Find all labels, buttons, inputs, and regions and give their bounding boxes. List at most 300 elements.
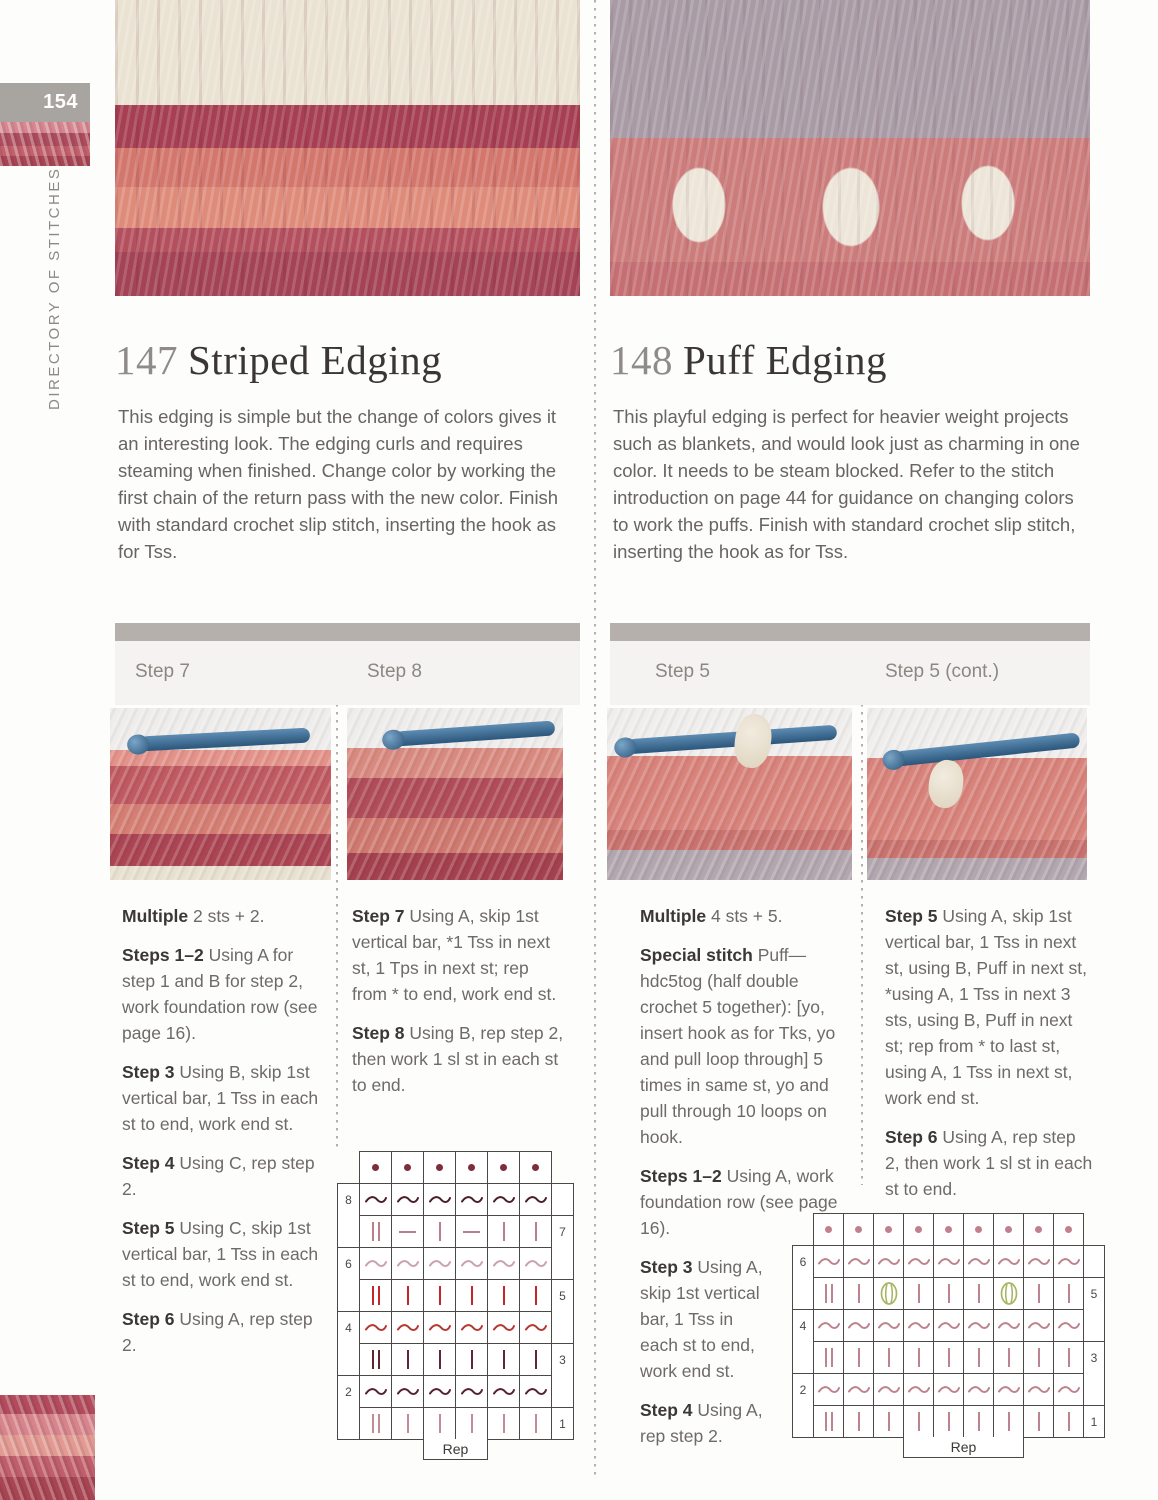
- instruction-step: [122, 1059, 327, 1137]
- row-number: 6: [799, 1255, 807, 1269]
- section-bar-147: [115, 623, 580, 641]
- chart-cell: [520, 1312, 552, 1344]
- chart-cell: [360, 1152, 392, 1184]
- return-pass-symbol: [908, 1385, 930, 1395]
- crochet-strip-top: [0, 122, 90, 166]
- bar-stitch-symbol: [858, 1348, 860, 1367]
- return-pass-symbol: [878, 1257, 900, 1267]
- bar-stitch-symbol: [1068, 1284, 1070, 1303]
- chart-cell: [1054, 1406, 1084, 1438]
- slip-stitch-symbol: [404, 1164, 411, 1171]
- chart-cell: [874, 1214, 904, 1246]
- chart-cell: [874, 1342, 904, 1374]
- slip-stitch-symbol: [945, 1226, 952, 1233]
- chart-cell: [360, 1184, 392, 1216]
- instruction-step: [885, 1124, 1095, 1202]
- step-photo-148-step5: [607, 708, 852, 880]
- bar-stitch-symbol: [1008, 1412, 1010, 1431]
- instruction-label: Multiple: [640, 906, 707, 926]
- instruction-label: Step 4: [640, 1400, 693, 1420]
- instruction-label: Steps 1–2: [640, 1166, 722, 1186]
- instructions-147-col2: [352, 903, 566, 1111]
- row-number-box: [792, 1373, 814, 1438]
- return-pass-symbol: [848, 1385, 870, 1395]
- chart-cell: [874, 1374, 904, 1406]
- step-label: Step 5: [655, 661, 710, 682]
- bar-stitch-symbol: [439, 1286, 441, 1305]
- chart-grid: [359, 1151, 552, 1440]
- double-stitch-symbol: [825, 1348, 833, 1367]
- rep-label: Rep: [903, 1437, 1024, 1458]
- return-pass-symbol: [1058, 1257, 1080, 1267]
- bar-stitch-symbol: [535, 1222, 537, 1241]
- chart-cell: [424, 1408, 456, 1440]
- chart-cell: [1024, 1278, 1054, 1310]
- instruction-label: Step 8: [352, 1023, 405, 1043]
- chart-cell: [814, 1310, 844, 1342]
- row-number: 2: [345, 1385, 352, 1399]
- return-pass-symbol: [429, 1323, 451, 1333]
- chart-cell: [392, 1248, 424, 1280]
- slip-stitch-symbol: [885, 1226, 892, 1233]
- chart-cell: [904, 1278, 934, 1310]
- chart-cell: [360, 1248, 392, 1280]
- bar-stitch-symbol: [948, 1412, 950, 1431]
- return-pass-symbol: [1028, 1321, 1050, 1331]
- slip-stitch-symbol: [975, 1226, 982, 1233]
- bar-stitch-symbol: [503, 1350, 505, 1369]
- return-pass-symbol: [397, 1259, 419, 1269]
- pattern-name: Puff Edging: [683, 337, 888, 383]
- chart-cell: [1024, 1406, 1054, 1438]
- return-pass-symbol: [525, 1323, 547, 1333]
- puff-stitch-symbol: [879, 1281, 899, 1306]
- chart-cell: [844, 1342, 874, 1374]
- instruction-step: [352, 903, 566, 1007]
- bar-stitch-symbol: [535, 1286, 537, 1305]
- chart-cell: [1054, 1310, 1084, 1342]
- bar-stitch-symbol: [407, 1414, 409, 1433]
- return-pass-symbol: [998, 1257, 1020, 1267]
- chart-cell: [392, 1280, 424, 1312]
- row-number: 1: [559, 1417, 566, 1431]
- chart-cell: [1024, 1374, 1054, 1406]
- return-pass-symbol: [461, 1195, 483, 1205]
- chart-cell: [520, 1376, 552, 1408]
- instruction-step: [640, 942, 858, 1150]
- chart-cell: [520, 1152, 552, 1184]
- instruction-step: [122, 942, 327, 1046]
- bar-stitch-symbol: [888, 1412, 890, 1431]
- chart-cell: [934, 1374, 964, 1406]
- chart-cell: [456, 1184, 488, 1216]
- bar-stitch-symbol: [471, 1350, 473, 1369]
- pattern-number: 148: [610, 337, 673, 383]
- step-label: Step 7: [135, 661, 190, 682]
- instruction-label: Multiple: [122, 906, 189, 926]
- chart-cell: [520, 1216, 552, 1248]
- return-pass-symbol: [908, 1321, 930, 1331]
- bar-stitch-symbol: [407, 1286, 409, 1305]
- row-number-box: [337, 1311, 360, 1376]
- return-pass-symbol: [968, 1321, 990, 1331]
- instruction-step: [640, 903, 858, 929]
- bar-stitch-symbol: [439, 1222, 441, 1241]
- chart-cell: [520, 1184, 552, 1216]
- chart-cell: [360, 1376, 392, 1408]
- chart-cell: [814, 1374, 844, 1406]
- row-number-box: [337, 1183, 360, 1248]
- chart-cell: [904, 1310, 934, 1342]
- row-number-box-empty: [551, 1183, 574, 1216]
- return-pass-symbol: [818, 1385, 840, 1395]
- chart-cell: [520, 1344, 552, 1376]
- row-number-box: [551, 1279, 574, 1344]
- chart-cell: [844, 1214, 874, 1246]
- instruction-label: Step 3: [122, 1062, 175, 1082]
- instructions-148-col2: [885, 903, 1095, 1215]
- chart-cell: [1054, 1278, 1084, 1310]
- return-pass-symbol: [1028, 1385, 1050, 1395]
- instruction-label: Step 5: [122, 1218, 175, 1238]
- step-divider-148: [861, 648, 863, 1185]
- instruction-text: 4 sts + 5.: [706, 906, 783, 926]
- chart-cell: [934, 1278, 964, 1310]
- instruction-label: Step 3: [640, 1257, 693, 1277]
- row-number: 6: [345, 1257, 352, 1271]
- chapter-sidebar-label: DIRECTORY OF STITCHES: [46, 166, 63, 410]
- bar-stitch-symbol: [503, 1414, 505, 1433]
- row-number: 3: [559, 1353, 566, 1367]
- row-number: 1: [1090, 1415, 1098, 1429]
- chart-cell: [1024, 1214, 1054, 1246]
- chart-cell: [904, 1214, 934, 1246]
- slip-stitch-symbol: [915, 1226, 922, 1233]
- chart-cell: [904, 1374, 934, 1406]
- bar-stitch-symbol: [978, 1284, 980, 1303]
- bar-stitch-symbol: [948, 1348, 950, 1367]
- bar-stitch-symbol: [535, 1350, 537, 1369]
- slip-stitch-symbol: [825, 1226, 832, 1233]
- chart-cell: [488, 1408, 520, 1440]
- return-pass-symbol: [818, 1257, 840, 1267]
- instruction-label: Step 5: [885, 906, 938, 926]
- chart-cell: [1024, 1342, 1054, 1374]
- row-number-box: [337, 1247, 360, 1312]
- bar-stitch-symbol: [1068, 1348, 1070, 1367]
- chart-cell: [360, 1280, 392, 1312]
- pattern-title-147: [115, 336, 442, 384]
- return-pass-symbol: [365, 1259, 387, 1269]
- chart-cell: [844, 1278, 874, 1310]
- instruction-text: Using A, rep step 2.: [122, 1309, 313, 1355]
- chart-cell: [392, 1216, 424, 1248]
- bar-stitch-symbol: [978, 1412, 980, 1431]
- bar-stitch-symbol: [858, 1412, 860, 1431]
- chart-cell: [964, 1278, 994, 1310]
- chart-cell: [1054, 1342, 1084, 1374]
- chart-cell: [874, 1310, 904, 1342]
- chart-cell: [456, 1376, 488, 1408]
- instruction-text: Using A, skip 1st vertical bar, 1 Tss in each st to end, work end st.: [640, 1257, 763, 1381]
- chart-cell: [456, 1152, 488, 1184]
- chart-cell: [488, 1280, 520, 1312]
- return-pass-symbol: [878, 1385, 900, 1395]
- instruction-text: Using B, rep step 2, then work 1 sl st in each st to end.: [352, 1023, 564, 1095]
- chart-cell: [934, 1246, 964, 1278]
- chart-cell: [994, 1374, 1024, 1406]
- row-number-box: [337, 1375, 360, 1440]
- row-number-box: [1083, 1405, 1105, 1438]
- return-pass-symbol: [429, 1259, 451, 1269]
- bar-stitch-symbol: [918, 1284, 920, 1303]
- chart-cell: [1024, 1246, 1054, 1278]
- chart-cell: [488, 1376, 520, 1408]
- return-pass-symbol: [818, 1321, 840, 1331]
- chart-cell: [456, 1312, 488, 1344]
- instruction-label: Steps 1–2: [122, 945, 204, 965]
- return-pass-symbol: [493, 1259, 515, 1269]
- step-photo-147-step8: [347, 708, 563, 880]
- chart-cell: [814, 1278, 844, 1310]
- chart-cell: [844, 1246, 874, 1278]
- return-pass-symbol: [461, 1387, 483, 1397]
- chart-cell: [488, 1248, 520, 1280]
- dash-stitch-symbol: [463, 1231, 480, 1233]
- row-number: 4: [799, 1319, 807, 1333]
- bar-stitch-symbol: [918, 1348, 920, 1367]
- stitch-chart-148: [792, 1213, 1104, 1458]
- instruction-step: [122, 903, 327, 929]
- bar-stitch-symbol: [471, 1286, 473, 1305]
- chart-cell: [392, 1344, 424, 1376]
- chart-cell: [1054, 1214, 1084, 1246]
- chart-cell: [814, 1246, 844, 1278]
- chart-cell: [814, 1406, 844, 1438]
- return-pass-symbol: [968, 1385, 990, 1395]
- return-pass-symbol: [998, 1321, 1020, 1331]
- chart-cell: [392, 1312, 424, 1344]
- instruction-text: Using A, rep step 2, then work 1 sl st in each st to end.: [885, 1127, 1093, 1199]
- instruction-label: Special stitch: [640, 945, 753, 965]
- chart-cell: [360, 1216, 392, 1248]
- step-photo-148-step5-cont: [867, 708, 1087, 880]
- crochet-strip-bottom: [0, 1395, 95, 1500]
- chart-cell: [874, 1278, 904, 1310]
- chart-cell: [844, 1406, 874, 1438]
- slip-stitch-symbol: [1035, 1226, 1042, 1233]
- bar-stitch-symbol: [888, 1348, 890, 1367]
- chart-cell: [488, 1216, 520, 1248]
- chart-cell: [488, 1184, 520, 1216]
- chart-cell: [456, 1280, 488, 1312]
- instruction-label: Step 4: [122, 1153, 175, 1173]
- instruction-text: Using A, work foundation row (see page 16).: [640, 1166, 838, 1238]
- pattern-number: 147: [115, 337, 178, 383]
- row-number: 7: [559, 1225, 566, 1239]
- instruction-step: [640, 1254, 775, 1384]
- instruction-text: Using A for step 1 and B for step 2, work foundation row (see page 16).: [122, 945, 318, 1043]
- bar-stitch-symbol: [439, 1350, 441, 1369]
- chart-cell: [994, 1278, 1024, 1310]
- step-photo-147-step7: [110, 708, 331, 880]
- step-divider-147: [336, 648, 338, 1150]
- chart-cell: [814, 1214, 844, 1246]
- chart-cell: [964, 1342, 994, 1374]
- bar-stitch-symbol: [1068, 1412, 1070, 1431]
- return-pass-symbol: [429, 1387, 451, 1397]
- return-pass-symbol: [998, 1385, 1020, 1395]
- instruction-step: [640, 1397, 775, 1449]
- chart-cell: [964, 1246, 994, 1278]
- pattern-title-148: [610, 336, 887, 384]
- instruction-step: [122, 1150, 327, 1202]
- section-bar-148: [610, 623, 1090, 641]
- chart-cell: [904, 1342, 934, 1374]
- chart-cell: [424, 1184, 456, 1216]
- column-divider: [594, 0, 596, 1480]
- return-pass-symbol: [938, 1257, 960, 1267]
- chart-cell: [520, 1408, 552, 1440]
- double-stitch-symbol: [372, 1286, 380, 1305]
- return-pass-symbol: [525, 1195, 547, 1205]
- chart-cell: [456, 1408, 488, 1440]
- crochet-texture: [867, 708, 1087, 880]
- chart-cell: [844, 1310, 874, 1342]
- chart-cell: [874, 1246, 904, 1278]
- chart-cell: [424, 1216, 456, 1248]
- row-number-box: [1083, 1277, 1105, 1342]
- slip-stitch-symbol: [532, 1164, 539, 1171]
- instruction-step: [122, 1306, 327, 1358]
- chart-cell: [934, 1310, 964, 1342]
- bar-stitch-symbol: [1038, 1412, 1040, 1431]
- return-pass-symbol: [1028, 1257, 1050, 1267]
- row-number: 5: [559, 1289, 566, 1303]
- chart-cell: [456, 1216, 488, 1248]
- chart-cell: [874, 1406, 904, 1438]
- chart-cell: [934, 1342, 964, 1374]
- bar-stitch-symbol: [978, 1348, 980, 1367]
- swatch-photo-puff-edging: [610, 0, 1090, 296]
- chart-cell: [964, 1374, 994, 1406]
- row-number-box: [792, 1309, 814, 1374]
- instruction-label: Step 7: [352, 906, 405, 926]
- bar-stitch-symbol: [1038, 1348, 1040, 1367]
- instruction-text: Using C, skip 1st vertical bar, 1 Tss in each st to end, work end st.: [122, 1218, 319, 1290]
- chart-cell: [392, 1184, 424, 1216]
- return-pass-symbol: [397, 1323, 419, 1333]
- instruction-label: Step 6: [885, 1127, 938, 1147]
- row-number-box: [1083, 1341, 1105, 1406]
- chart-cell: [456, 1344, 488, 1376]
- chart-cell: [814, 1342, 844, 1374]
- chart-grid: [813, 1213, 1084, 1438]
- pattern-name: Striped Edging: [188, 337, 443, 383]
- puff-stitch-symbol: [999, 1281, 1019, 1306]
- chart-cell: [456, 1248, 488, 1280]
- instruction-text: Using A, skip 1st vertical bar, *1 Tss in next st, 1 Tps in next st; rep from * to end, work end st.: [352, 906, 557, 1004]
- chart-cell: [934, 1214, 964, 1246]
- chart-cell: [934, 1406, 964, 1438]
- chart-cell: [994, 1310, 1024, 1342]
- chart-cell: [520, 1280, 552, 1312]
- row-number-box: [551, 1343, 574, 1408]
- slip-stitch-symbol: [1065, 1226, 1072, 1233]
- bar-stitch-symbol: [503, 1286, 505, 1305]
- chart-cell: [488, 1152, 520, 1184]
- return-pass-symbol: [493, 1387, 515, 1397]
- bar-stitch-symbol: [503, 1222, 505, 1241]
- bar-stitch-symbol: [535, 1414, 537, 1433]
- return-pass-symbol: [1058, 1321, 1080, 1331]
- double-stitch-symbol: [825, 1284, 833, 1303]
- slip-stitch-symbol: [1005, 1226, 1012, 1233]
- chart-cell: [994, 1214, 1024, 1246]
- chart-cell: [1054, 1246, 1084, 1278]
- instruction-step: [352, 1020, 566, 1098]
- return-pass-symbol: [397, 1195, 419, 1205]
- chart-cell: [904, 1246, 934, 1278]
- bar-stitch-symbol: [918, 1412, 920, 1431]
- return-pass-symbol: [525, 1387, 547, 1397]
- chart-cell: [964, 1406, 994, 1438]
- bar-stitch-symbol: [471, 1414, 473, 1433]
- bar-stitch-symbol: [858, 1284, 860, 1303]
- chart-cell: [424, 1152, 456, 1184]
- chart-cell: [904, 1406, 934, 1438]
- chart-cell: [488, 1312, 520, 1344]
- bar-stitch-symbol: [1008, 1348, 1010, 1367]
- chart-cell: [424, 1280, 456, 1312]
- instruction-step: [122, 1215, 327, 1293]
- chart-cell: [520, 1248, 552, 1280]
- return-pass-symbol: [848, 1321, 870, 1331]
- chart-cell: [964, 1214, 994, 1246]
- return-pass-symbol: [365, 1387, 387, 1397]
- pattern-description-148: This playful edging is perfect for heavier weight projects such as blankets, and would look just as charming in one color. It needs to be steam blocked. Refer to the stitch introduction on page 44 for guidance on changing colors to work the puffs. Finish with standard crochet slip stitch, inserting the hook as for Tss.: [613, 406, 1080, 562]
- return-pass-symbol: [968, 1257, 990, 1267]
- double-stitch-symbol: [825, 1412, 833, 1431]
- chart-cell: [392, 1152, 424, 1184]
- chart-cell: [424, 1376, 456, 1408]
- chart-cell: [994, 1246, 1024, 1278]
- pattern-description-147: This edging is simple but the change of colors gives it an interesting look. The edging curls and requires steaming when finished. Change color by working the first chain of the return pass with the new color. Finish with standard crochet slip stitch, inserting the hook as for Tss.: [118, 406, 559, 562]
- return-pass-symbol: [878, 1321, 900, 1331]
- row-number: 8: [345, 1193, 352, 1207]
- chart-cell: [424, 1312, 456, 1344]
- chart-cell: [392, 1408, 424, 1440]
- bar-stitch-symbol: [439, 1414, 441, 1433]
- row-number-box: [792, 1245, 814, 1310]
- slip-stitch-symbol: [855, 1226, 862, 1233]
- instruction-text: Using C, rep step 2.: [122, 1153, 315, 1199]
- instruction-text: Using A, skip 1st vertical bar, 1 Tss in next st, using B, Puff in next st, *using A, 1 Tss in next 3 sts, using B, Puff in next st; rep from * to last st, using A, 1 Tss in next st, work end st.: [885, 906, 1088, 1108]
- return-pass-symbol: [365, 1323, 387, 1333]
- return-pass-symbol: [493, 1195, 515, 1205]
- double-stitch-symbol: [372, 1222, 380, 1241]
- return-pass-symbol: [365, 1195, 387, 1205]
- slip-stitch-symbol: [468, 1164, 475, 1171]
- chart-cell: [1024, 1310, 1054, 1342]
- instructions-147-col1: [122, 903, 327, 1371]
- return-pass-symbol: [848, 1257, 870, 1267]
- instruction-text: Using A, rep step 2.: [640, 1400, 763, 1446]
- return-pass-symbol: [429, 1195, 451, 1205]
- bar-stitch-symbol: [1038, 1284, 1040, 1303]
- return-pass-symbol: [397, 1387, 419, 1397]
- slip-stitch-symbol: [436, 1164, 443, 1171]
